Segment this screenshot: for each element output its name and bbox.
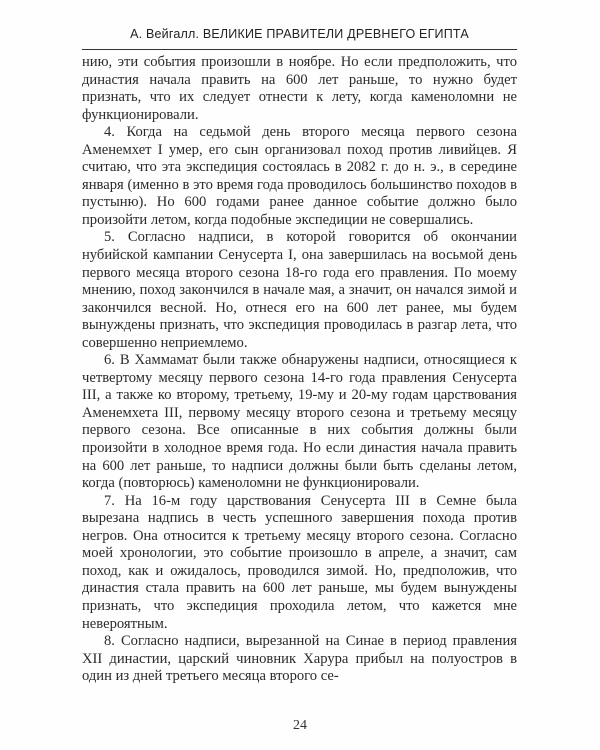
body-text [82, 54, 517, 686]
paragraph-item-5: 5. Согласно надписи, в которой говорится об окончании нубийской кампании Сенусерта I, она завершилась на восьмой день первого месяца второго сезона 18-го года его правления. По моему мнению, поход закончился в начале мая, а значит, он начался зимой и закончился весной. Но, отнеся его на 600 лет ранее, мы будем вынуждены признать, что экспедиция проводилась в разгар лета, что совершенно неприемлемо. [82, 229, 517, 351]
paragraph-item-4: 4. Когда на седьмой день второго месяца первого сезона Аменемхет I умер, его сын организовал поход против ливийцев. Я считаю, что эта экспедиция состоялась в 2082 г. до н. э., в середине января (именно в это время года проводилось большинство походов в пустыню). Но 600 годами ранее данное событие должно было произойти летом, когда подобные экспедиции не совершались. [82, 124, 517, 228]
paragraph-item-6: 6. В Хаммамат были также обнаружены надписи, относящиеся к четвертому месяцу первого сезона 14-го года правления Сенусерта III, а также ко второму, третьему, 19-му и 20-му годам царствования Аменемхета III, первому месяцу второго сезона и третьему месяцу первого сезона. Все описанные в них события должны были произойти в холодное время года. Но если династия начала править на 600 лет раньше, то надписи должны были быть сделаны летом, когда (повторюсь) каменоломни не функционировали. [82, 352, 517, 492]
running-head: А. Вейгалл. ВЕЛИКИЕ ПРАВИТЕЛИ ДРЕВНЕГО ЕГИПТА [130, 27, 469, 41]
paragraph-item-7: 7. На 16-м году царствования Сенусерта III в Семне была вырезана надпись в честь успешного завершения похода против негров. Она относится к третьему месяцу второго сезона. Согласно моей хронологии, это событие произошло в апреле, а значит, сам поход, как и ожидалось, проводился зимой. Но, предположив, что династия стала править на 600 лет раньше, мы будем вынуждены признать, что экспедиция проходила летом, что кажется мне невероятным. [82, 492, 517, 632]
paragraph-item-8: 8. Согласно надписи, вырезанной на Синае в период правления XII династии, царский чиновник Харура прибыл на полуостров в один из дней третьего месяца второго се- [82, 633, 517, 685]
page-number: 24 [293, 718, 307, 733]
header-rule [82, 49, 517, 50]
paragraph-continued: нию, эти события произошли в ноябре. Но если предположить, что династия начала править на 600 лет раньше, то нужно будет признать, что их следует отнести к лету, когда каменоломни не функционировали. [82, 54, 517, 123]
